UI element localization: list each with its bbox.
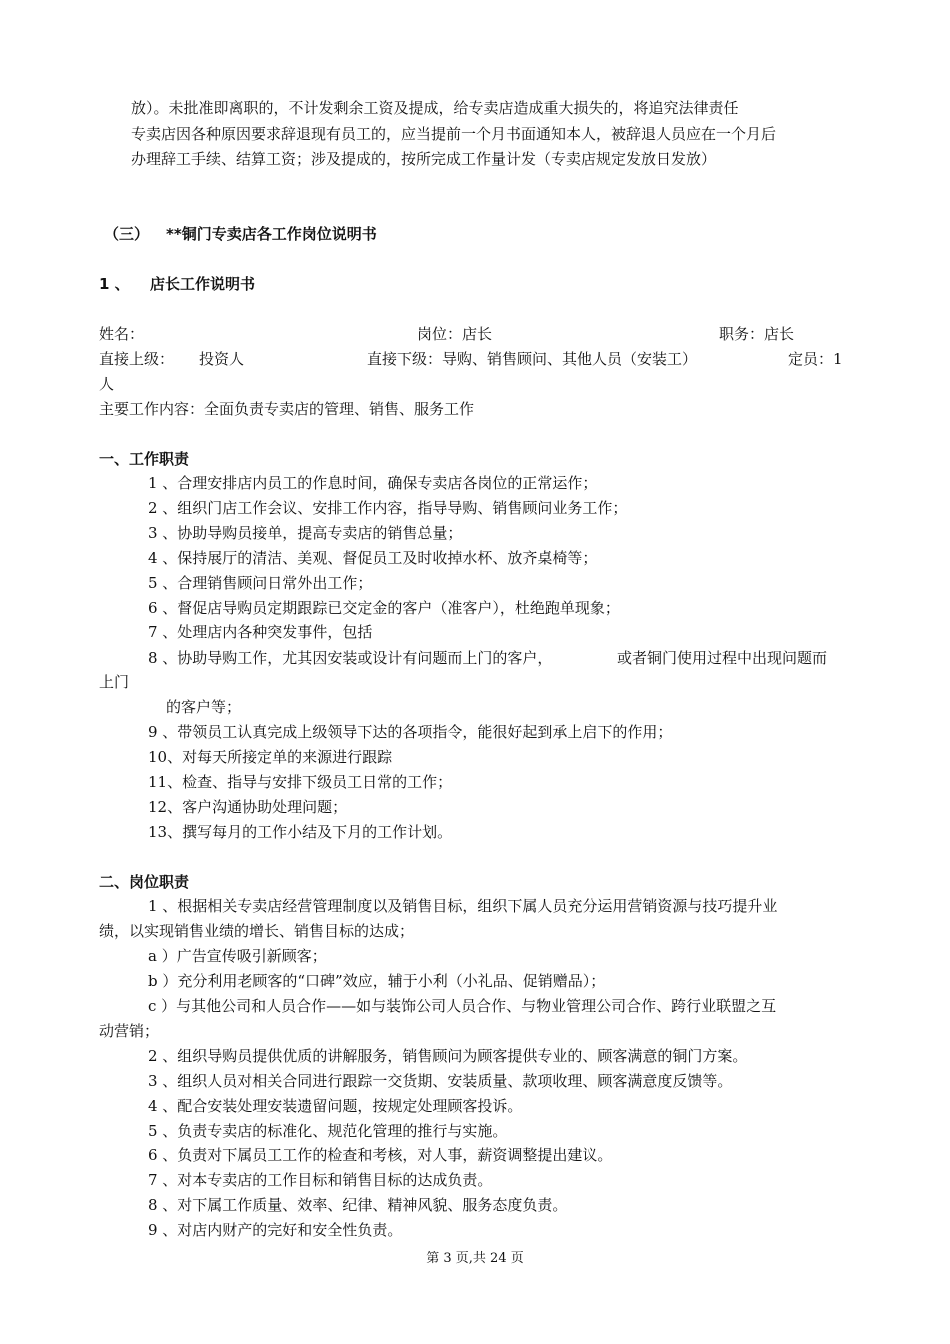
part1-item: 6 、督促店导购员定期跟踪已交定金的客户（准客户），杜绝跑单现象； xyxy=(148,599,620,617)
part2-item: 9 、对店内财产的完好和安全性负责。 xyxy=(148,1221,403,1239)
part1-heading: 一、工作职责 xyxy=(99,450,190,468)
part2-item: 2 、组织导购员提供优质的讲解服务，销售顾问为顾客提供专业的、顾客满意的铜门方案。 xyxy=(148,1047,748,1065)
part2-subitem: a ）广告宣传吸引新顾客； xyxy=(148,947,327,965)
intro-line-2: 专卖店因各种原因要求辞退现有员工的，应当提前一个月书面通知本人，被辞退人员应在一个月后 xyxy=(131,125,777,143)
info-post: 岗位：店长 xyxy=(417,325,493,343)
part1-item: 10、对每天所接定单的来源进行跟踪 xyxy=(148,748,393,766)
section-number: （三） xyxy=(104,225,150,243)
part2-item: 4 、配合安装处理安装遗留问题，按规定处理顾客投诉。 xyxy=(148,1097,523,1115)
part1-item: 9 、带领员工认真完成上级领导下达的各项指令，能很好起到承上启下的作用； xyxy=(148,723,673,741)
subsection-title: 店长工作说明书 xyxy=(150,275,256,293)
part1-item: 11、检查、指导与安排下级员工日常的工作； xyxy=(148,773,453,791)
part1-item-continued: 的客户等； xyxy=(166,698,242,716)
part1-item: 1 、合理安排店内员工的作息时间，确保专卖店各岗位的正常运作； xyxy=(148,474,598,492)
section-title: **铜门专卖店各工作岗位说明书 xyxy=(166,225,377,243)
part2-item: 8 、对下属工作质量、效率、纪律、精神风貌、服务态度负责。 xyxy=(148,1196,568,1214)
part2-item: 5 、负责专卖店的标准化、规范化管理的推行与实施。 xyxy=(148,1122,508,1140)
part2-item: 1 、根据相关专卖店经营管理制度以及销售目标，组织下属人员充分运用营销资源与技巧提升业 xyxy=(148,897,778,915)
part2-heading: 二、岗位职责 xyxy=(99,873,190,891)
part1-item: 2 、组织门店工作会议、安排工作内容，指导导购、销售顾问业务工作； xyxy=(148,499,628,517)
info-superior-value: 投资人 xyxy=(199,350,245,368)
intro-line-3: 办理辞工手续、结算工资；涉及提成的，按所完成工作量计发（专卖店规定发放日发放） xyxy=(131,150,717,168)
part1-item: 7 、处理店内各种突发事件，包括 xyxy=(148,623,373,641)
info-duty: 职务：店长 xyxy=(719,325,795,343)
info-subordinate: 直接下级：导购、销售顾问、其他人员（安装工） xyxy=(367,350,698,368)
info-headcount-unit: 人 xyxy=(99,375,115,393)
part2-item: 6 、负责对下属员工工作的检查和考核，对人事，薪资调整提出建议。 xyxy=(148,1146,613,1164)
part2-item-continued: 动营销； xyxy=(99,1022,160,1040)
page-number-footer: 第 3 页,共 24 页 xyxy=(426,1251,524,1266)
part2-item: 7 、对本专卖店的工作目标和销售目标的达成负责。 xyxy=(148,1171,493,1189)
part2-item-continued: 绩，以实现销售业绩的增长、销售目标的达成； xyxy=(99,922,415,940)
part1-item-continued: 上门 xyxy=(99,673,130,691)
part1-item: 13、撰写每月的工作小结及下月的工作计划。 xyxy=(148,823,453,841)
subsection-number: 1 、 xyxy=(99,275,130,293)
part2-subitem: c ）与其他公司和人员合作——如与装饰公司人员合作、与物业管理公司合作、跨行业联盟之互 xyxy=(148,997,777,1015)
intro-line-1: 放）。未批准即离职的，不计发剩余工资及提成，给专卖店造成重大损失的，将追究法律责任 xyxy=(131,99,739,117)
part2-item: 3 、组织人员对相关合同进行跟踪一交货期、安装质量、款项收理、顾客满意度反馈等。 xyxy=(148,1072,733,1090)
info-main-content: 主要工作内容：全面负责专卖店的管理、销售、服务工作 xyxy=(99,400,475,418)
part1-item: 8 、协助导购工作，尤其因安装或设计有问题而上门的客户， xyxy=(148,649,553,667)
info-name: 姓名： xyxy=(99,325,145,343)
part1-item-continued: 或者铜门使用过程中出现问题而 xyxy=(617,649,828,667)
part2-subitem: b ）充分利用老顾客的“口碑”效应，辅于小利（小礼品、促销赠品）； xyxy=(148,972,606,990)
part1-item: 3 、协助导购员接单，提高专卖店的销售总量； xyxy=(148,524,463,542)
part1-item: 5 、合理销售顾问日常外出工作； xyxy=(148,574,373,592)
part1-item: 4 、保持展厅的清洁、美观、督促员工及时收掉水杯、放齐桌椅等； xyxy=(148,549,598,567)
info-superior-label: 直接上级： xyxy=(99,350,175,368)
info-headcount: 定员：1 xyxy=(788,350,843,368)
part1-item: 12、客户沟通协助处理问题； xyxy=(148,798,348,816)
